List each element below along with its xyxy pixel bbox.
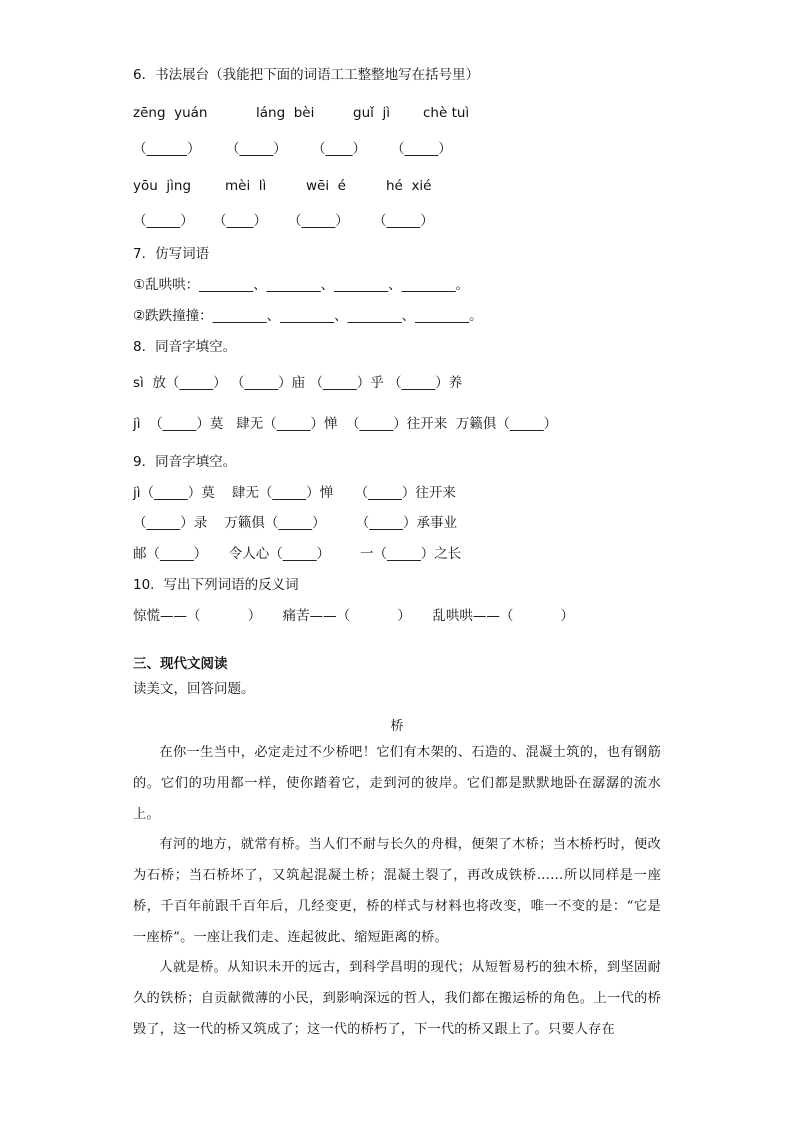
q9-row-2[interactable]: （_____）录 万籁俱（_____） （_____）承事业 <box>133 515 457 531</box>
q9-title: 9．同音字填空。 <box>133 454 237 470</box>
q6-pinyin-3: guǐ jì <box>353 105 390 121</box>
q6-pinyin-2: láng bèi <box>256 105 315 121</box>
q7-item-2[interactable]: ②跌跌撞撞：________、________、________、________。 <box>133 308 483 324</box>
q9-row-1[interactable]: jì（_____）莫 肆无（_____）惮 （_____）往开来 <box>133 485 456 501</box>
article-paragraph-2: 有河的地方，就常有桥。当人们不耐与长久的舟楫，便架了木桥；当木桥朽时，便改为石桥；当石桥坏了，又筑起混凝土桥；混凝土裂了，再改成铁桥……所以同样是一座桥，千百年前跟千百年后，几经变更，桥的样式与材料也将改变，唯一不变的是：“它是一座桥”。一座让我们走、连起彼此、缩短距离的桥。 <box>133 837 661 945</box>
q6-pinyin-8: hé xié <box>386 178 432 194</box>
q6-title: 6．书法展台（我能把下面的词语工工整整地写在括号里） <box>133 67 480 83</box>
q8-row-2[interactable]: jì （_____）莫 肆无（_____）惮 （_____）往开来 万籁俱（_____） <box>133 416 558 432</box>
q6-pinyin-5: yōu jìng <box>133 178 192 194</box>
article-title: 桥 <box>390 719 404 734</box>
q6-blank-1[interactable]: （______） <box>133 141 201 157</box>
q10-title: 10．写出下列词语的反义词 <box>133 577 299 593</box>
q6-pinyin-1: zēng yuán <box>133 105 208 121</box>
q9-row-3[interactable]: 邮（_____） 令人心（_____） 一（_____）之长 <box>133 546 462 562</box>
section-instruction: 读美文，回答问题。 <box>133 681 255 697</box>
article-paragraph-1: 在你一生当中，必定走过不少桥吧！它们有木架的、石造的、混凝土筑的，也有钢筋的。它们的功用都一样，使你踏着它，走到河的彼岸。它们都是默默地卧在潺潺的流水上。 <box>133 745 661 822</box>
q8-title: 8．同音字填空。 <box>133 339 237 355</box>
q7-title: 7．仿写词语 <box>133 246 210 262</box>
q6-blank-2[interactable]: （_____） <box>226 141 287 157</box>
q6-blank-5[interactable]: （_____） <box>133 213 194 229</box>
q7-item-1[interactable]: ①乱哄哄：________、________、________、________。 <box>133 277 470 293</box>
q8-row-1[interactable]: sì 放（_____） （_____）庙 （_____）乎 （_____）养 <box>133 375 463 391</box>
q6-blank-7[interactable]: （_____） <box>288 213 349 229</box>
q6-blank-8[interactable]: （_____） <box>373 213 434 229</box>
section-heading: 三、现代文阅读 <box>133 656 228 672</box>
article-paragraph-3: 人就是桥。从知识未开的远古，到科学昌明的现代；从短暂易朽的独木桥，到坚固耐久的铁桥；自贡献微薄的小民，到影响深远的哲人，我们都在搬运桥的角色。上一代的桥毁了，这一代的桥又筑成了；这一代的桥朽了，下一代的桥又跟上了。只要人存在 <box>133 960 661 1037</box>
q6-pinyin-7: wēi é <box>306 178 346 194</box>
q6-pinyin-6: mèi lì <box>225 178 267 194</box>
q10-row[interactable]: 惊慌——（ ） 痛苦——（ ） 乱哄哄——（ ） <box>133 608 575 624</box>
q6-blank-4[interactable]: （_____） <box>391 141 452 157</box>
q6-pinyin-4: chè tuì <box>423 105 470 121</box>
q6-blank-6[interactable]: （____） <box>213 213 267 229</box>
q6-blank-3[interactable]: （____） <box>312 141 366 157</box>
